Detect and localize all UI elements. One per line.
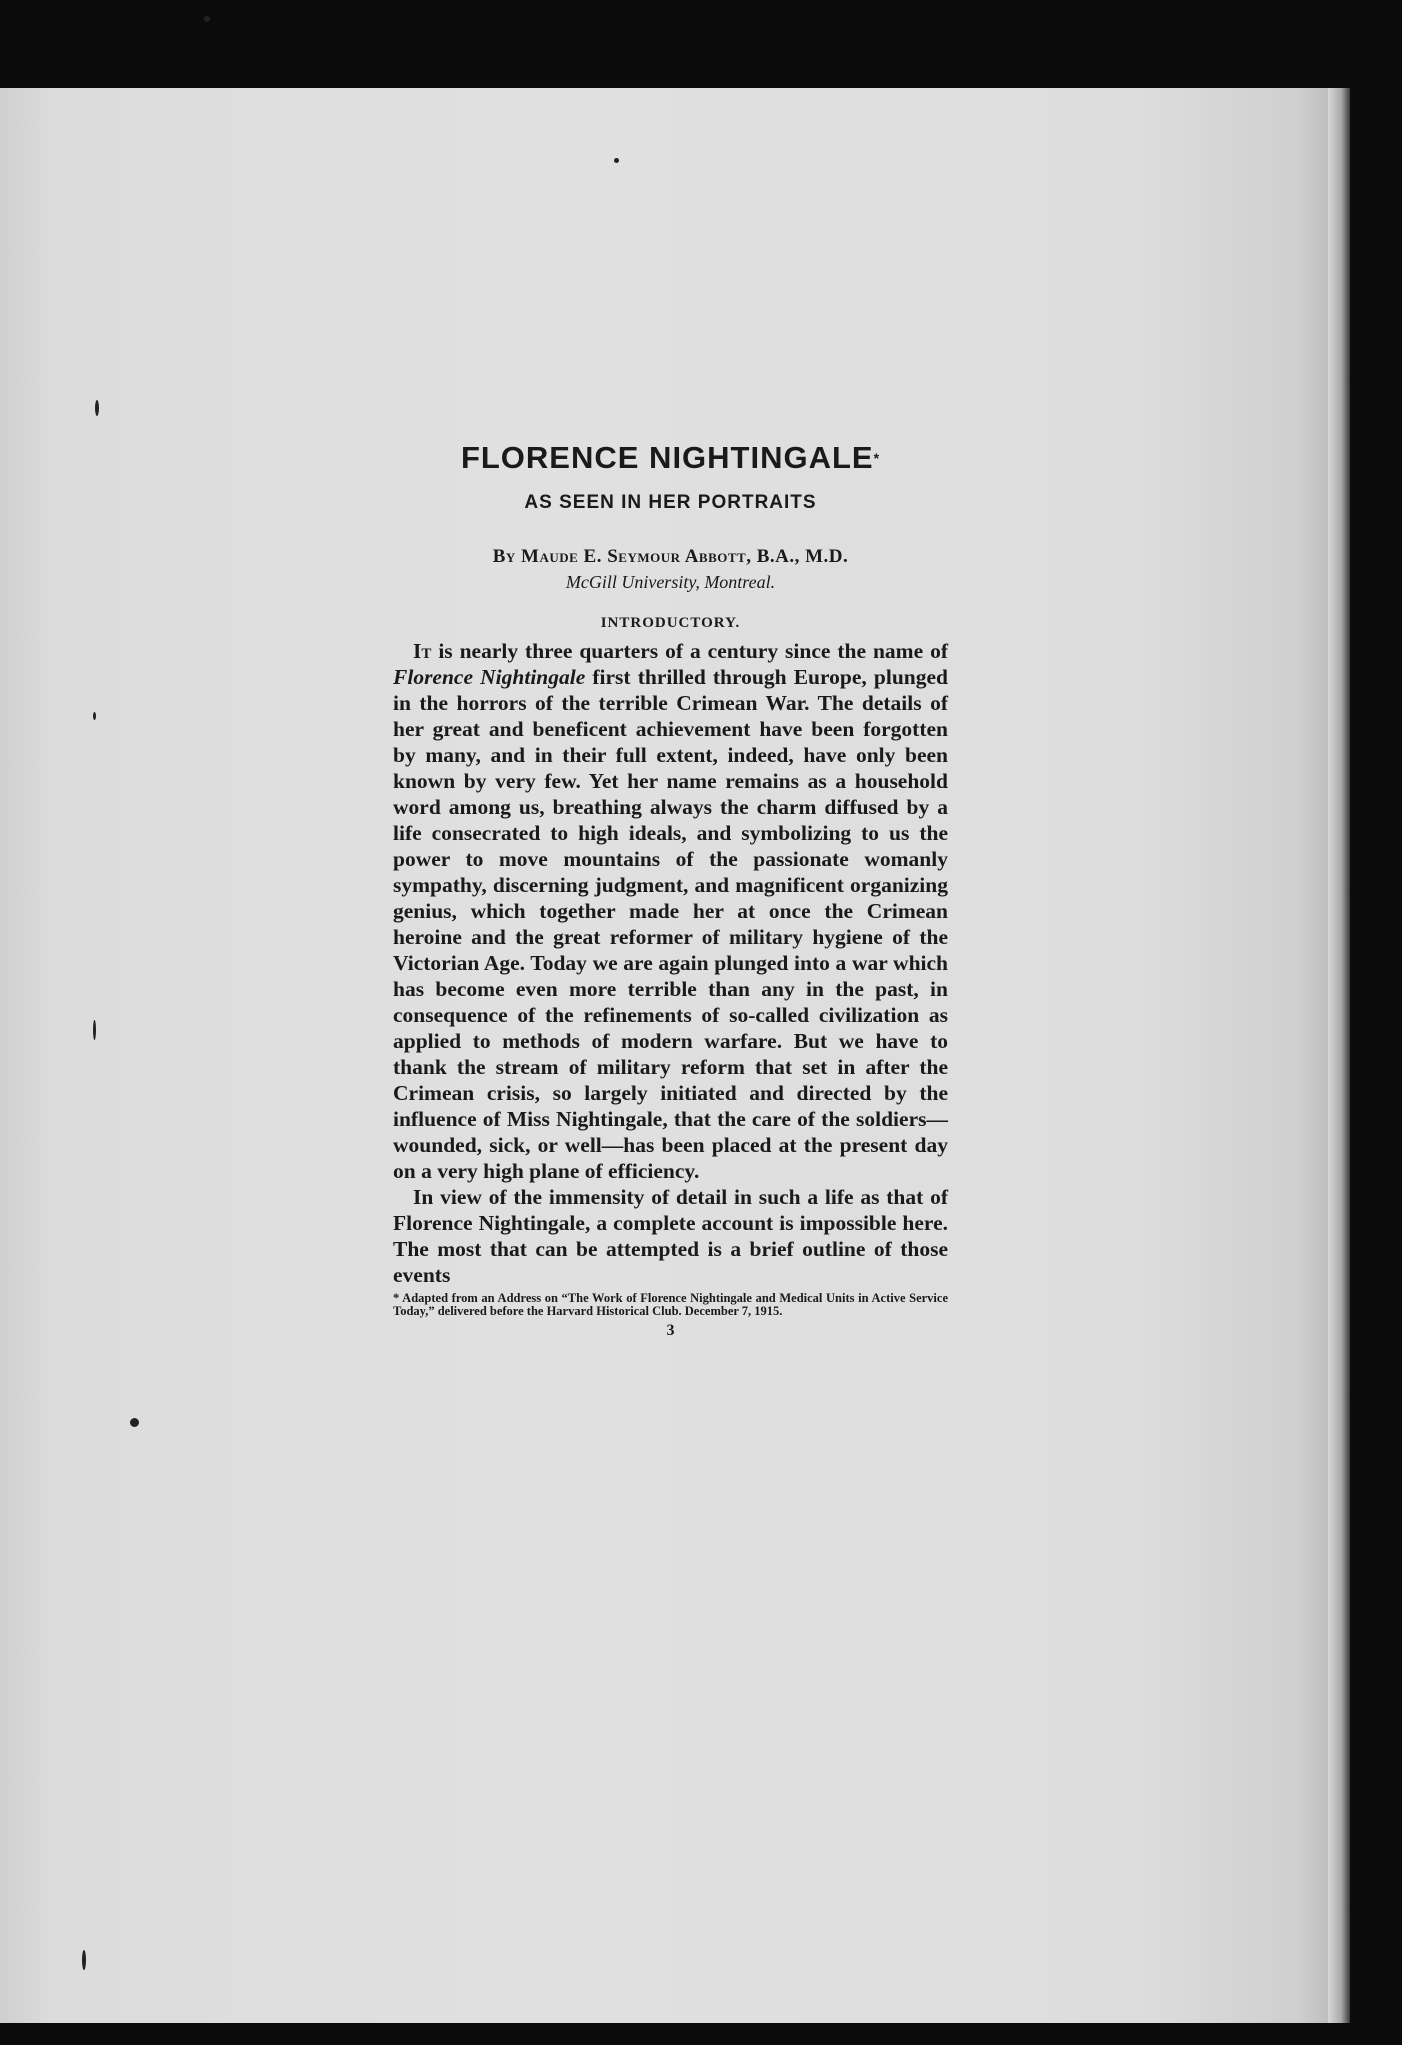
body-text xyxy=(393,638,948,1288)
author-affiliation: McGill University, Montreal. xyxy=(565,572,776,592)
scan-speck xyxy=(93,1020,96,1040)
article xyxy=(393,438,948,1340)
paragraph-text: first thrilled through Europe, plunged in the horrors of the terrible Crimean War. The details of her great and beneficent achievement have been forgotten by many, and in their full extent, indeed, have only been known by very few. Yet her name remains as a household word among us, breathing always the charm diffused by a life consecrated to high ideals, and symbolizing to us the power to move mountains of the passionate womanly sympathy, discerning judgment, and magnificent organizing genius, which together made her at once the Crimean heroine and the great reformer of military hygiene of the Victorian Age. Today we are again plunged into a war which has become even more terrible than any in the past, in consequence of the refinements of so-called civilization as applied to methods of modern warfare. But we have to thank the stream of military reform that set in after the Crimean crisis, so largely initiated and directed by the influence of Miss Nightingale, that the care of the soldiers—wounded, sick, or well—has been placed at the present day on a very high plane of efficiency. xyxy=(393,665,948,1183)
scan-speck xyxy=(204,16,210,22)
scan-speck xyxy=(82,1950,86,1970)
scan-speck xyxy=(95,400,99,416)
scan-speck xyxy=(614,158,619,163)
scan-speck xyxy=(130,1418,139,1427)
scan-speck xyxy=(93,712,96,720)
paragraph-lead-word: It xyxy=(413,639,432,663)
article-title-text: FLORENCE NIGHTINGALE xyxy=(460,440,874,475)
emphasized-name: Florence Nightingale xyxy=(393,665,586,689)
page-edge-shadow xyxy=(1328,88,1350,2023)
footnote: * Adapted from an Address on “The Work of Florence Nightingale and Medical Units in Active Service Today,” delivered before the Harvard Historical Club. December 7, 1915. xyxy=(393,1291,948,1318)
paragraph-text: is nearly three quarters of a century since the name of xyxy=(431,639,948,663)
author-byline: By Maude E. Seymour Abbott, B.A., M.D. xyxy=(492,546,849,567)
page-number: 3 xyxy=(666,1322,675,1339)
title-footnote-marker: * xyxy=(873,450,881,466)
article-subtitle: AS SEEN IN HER PORTRAITS xyxy=(524,492,817,513)
paragraph: In view of the immensity of detail in such a life as that of Florence Nightingale, a complete account is impossible here. The most that can be attempted is a brief outline of those events xyxy=(393,1185,948,1287)
article-title xyxy=(393,438,948,478)
paragraph xyxy=(393,638,948,1184)
section-heading: INTRODUCTORY. xyxy=(600,615,741,631)
